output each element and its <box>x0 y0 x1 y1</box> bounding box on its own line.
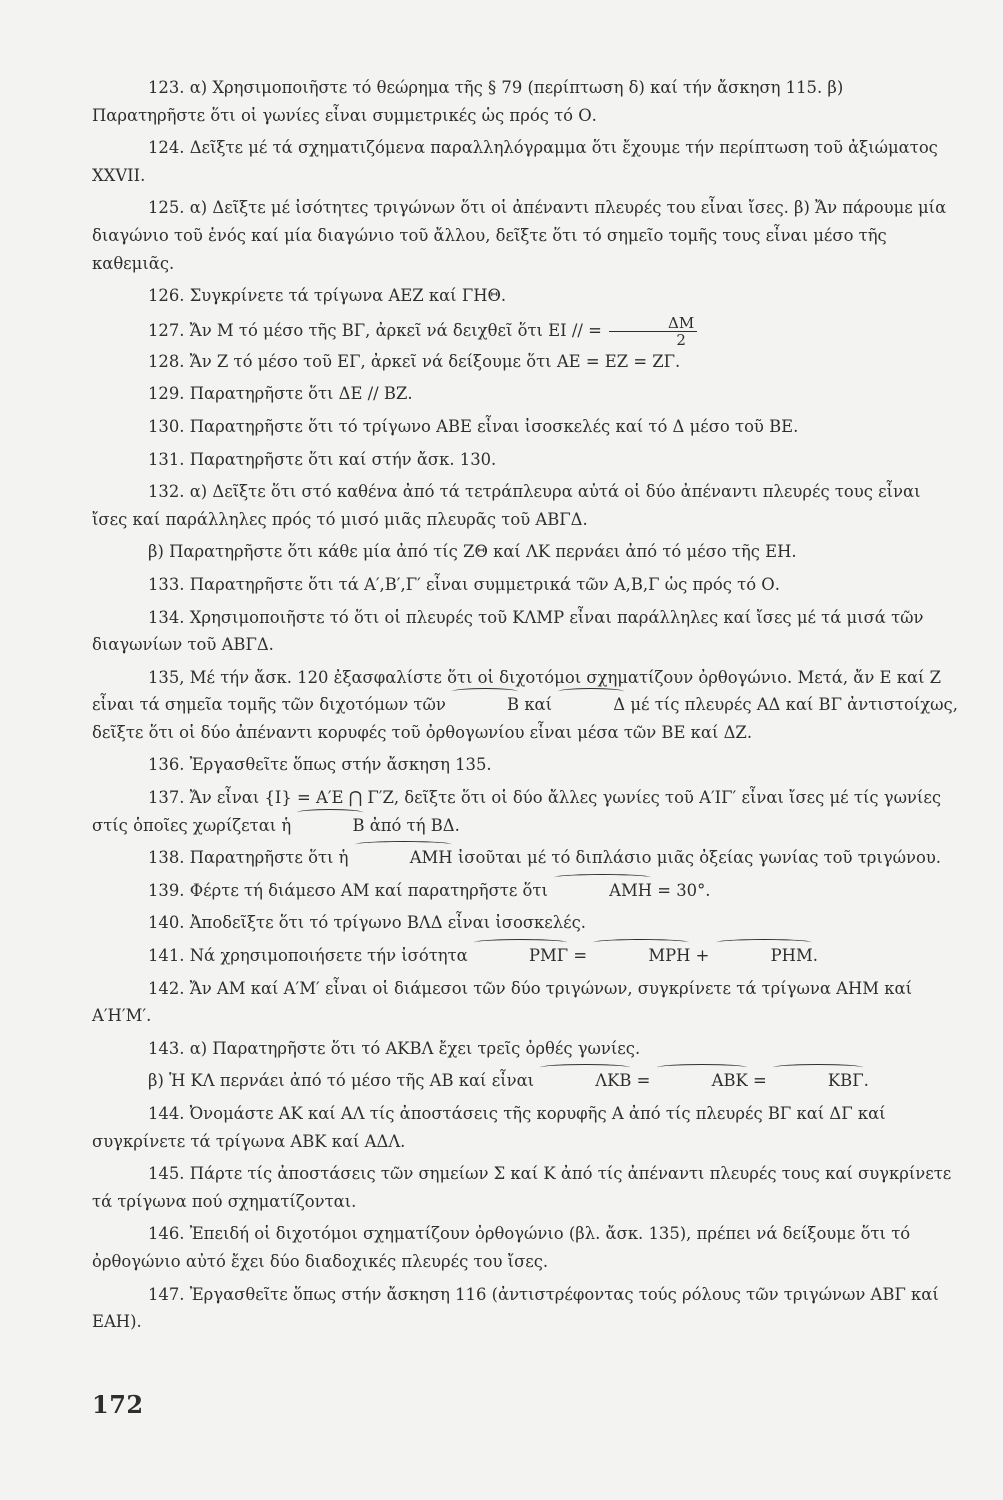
exercise-134: 134. Χρησιμοποιῆστε τό ὅτι οἱ πλευρές τοῦ ΚΛΜΡ εἶναι παράλληλες καί ἴσες μέ τά μισά τῶν διαγωνίων τοῦ ΑΒΓΔ. <box>92 607 924 655</box>
exercise-125: 125. α) Δεῖξτε μέ ἰσότητες τριγώνων ὅτι οἱ ἀπέναντι πλευρές του εἶναι ἴσες. β) Ἄν πάρουμε μία διαγώνιο τοῦ ἑνός καί μία διαγώνιο τοῦ ἄλλου, δεῖξτε ὅτι τό σημεῖο τομῆς τους εἶναι μέσο τῆς καθεμιᾶς. <box>92 198 947 273</box>
angle-b: Β <box>451 691 519 719</box>
exercise-142: 142. Ἄν ΑΜ καί Α′Μ′ εἶναι οἱ διάμεσοι τῶν δύο τριγώνων, συγκρίνετε τά τρίγωνα ΑΗΜ καί Α′Η′Μ′. <box>92 978 912 1026</box>
exercise-130: 130. Παρατηρῆστε ὅτι τό τρίγωνο ΑΒΕ εἶναι ἰσοσκελές καί τό Δ μέσο τοῦ ΒΕ. <box>148 416 799 436</box>
angle-d: Δ <box>557 691 625 719</box>
exercise-135-text-a: 135, Μέ τήν ἄσκ. 120 ἐξασφαλίστε ὅτι οἱ διχοτόμοι σχηματίζουν ὀρθογώνιο. Μετά, ἄν Ε καί Ζ εἶναι τά σημεῖα τομῆς τῶν διχοτόμων τῶν <box>92 667 942 715</box>
exercise-132a: 132. α) Δεῖξτε ὅτι στό καθένα ἀπό τά τετράπλευρα αὐτά οἱ δύο ἀπέναντι πλευρές τους εἶναι ἴσες καί παράλληλες πρός τό μισό μιᾶς πλευρᾶς τοῦ ΑΒΓΔ. <box>92 482 921 529</box>
angle-b: Β <box>296 812 364 840</box>
exercise-138-text-b: ἰσοῦται μέ τό διπλάσιο μιᾶς ὀξείας γωνίας τοῦ τριγώνου. <box>457 848 941 868</box>
page-number: 172 <box>92 1390 144 1419</box>
exercise-135-text-c: μέ τίς πλευρές ΑΔ καί ΒΓ ἀντιστοίχως, δεῖξτε ὅτι οἱ δύο ἀπέναντι κορυφές τοῦ ὀρθογωνίου εἶναι μέσα τῶν ΒΕ καί ΔΖ. <box>92 695 958 742</box>
exercise-127-text: 127. Ἄν Μ τό μέσο τῆς ΒΓ, ἀρκεῖ νά δειχθεῖ ὅτι ΕΙ // = <box>148 320 602 340</box>
equals-sign: = <box>636 1071 651 1091</box>
fraction-denominator: 2 <box>676 330 686 349</box>
exercise-143b <box>92 1067 960 1095</box>
exercise-132b: β) Παρατηρῆστε ὅτι κάθε μία ἀπό τίς ΖΘ καί ΛΚ περνάει ἀπό τό μέσο τῆς ΕΗ. <box>148 542 797 562</box>
exercise-137-text-b: ἀπό τή ΒΔ. <box>369 815 460 835</box>
angle-mrh: ΜΡΗ <box>592 942 690 970</box>
angle-rhm: ΡΗΜ <box>715 942 813 970</box>
exercise-146: 146. Ἐπειδή οἱ διχοτόμοι σχηματίζουν ὀρθογώνιο (βλ. ἄσκ. 135), πρέπει νά δείξουμε ὅτι τό ὀρθογώνιο αὐτό ἔχει δύο διαδοχικές πλευρές του ἴσες. <box>92 1224 911 1271</box>
exercise-145: 145. Πάρτε τίς ἀποστάσεις τῶν σημείων Σ καί Κ ἀπό τίς ἀπέναντι πλευρές τους καί συγκρίνετε τά τρίγωνα πού σχηματίζονται. <box>92 1164 952 1211</box>
exercise-136: 136. Ἐργασθεῖτε ὅπως στήν ἄσκηση 135. <box>148 755 492 775</box>
exercise-133: 133. Παρατηρῆστε ὅτι τά Α′,Β′,Γ′ εἶναι συμμετρικά τῶν Α,Β,Γ ὡς πρός τό Ο. <box>148 574 780 594</box>
exercise-123: 123. α) Χρησιμοποιῆστε τό θεώρημα τῆς § 79 (περίπτωση δ) καί τήν ἄσκηση 115. β) Παρατηρῆστε ὅτι οἱ γωνίες εἶναι συμμετρικές ὡς πρός τό Ο. <box>92 78 844 125</box>
exercise-135 <box>92 664 960 747</box>
exercise-143b-text-a: β) Ἡ ΚΛ περνάει ἀπό τό μέσο τῆς ΑΒ καί εἶναι <box>148 1071 535 1091</box>
exercise-137 <box>92 784 960 839</box>
exercise-140: 140. Ἀποδεῖξτε ὅτι τό τρίγωνο ΒΛΔ εἶναι ἰσοσκελές. <box>148 913 587 933</box>
period: . <box>812 946 818 966</box>
exercise-143a: 143. α) Παρατηρῆστε ὅτι τό ΑΚΒΛ ἔχει τρεῖς ὀρθές γωνίες. <box>148 1038 641 1058</box>
exercise-127 <box>92 315 960 348</box>
fraction <box>609 315 697 348</box>
angle-amh: ΑΜΗ <box>354 844 453 872</box>
exercise-141 <box>92 942 960 970</box>
angle-lkb: ΛΚΒ <box>539 1067 631 1095</box>
plus-sign: + <box>695 946 710 966</box>
exercise-144: 144. Ὀνομάστε ΑΚ καί ΑΛ τίς ἀποστάσεις τῆς κορυφῆς Α ἀπό τίς πλευρές ΒΓ καί ΔΓ καί συγκρίνετε τά τρίγωνα ΑΒΚ καί ΑΔΛ. <box>92 1104 886 1151</box>
equals-sign: = <box>573 946 588 966</box>
exercise-128: 128. Ἄν Ζ τό μέσο τοῦ ΕΓ, ἀρκεῖ νά δείξουμε ὅτι ΑΕ = ΕΖ = ΖΓ. <box>148 351 681 371</box>
exercise-131: 131. Παρατηρῆστε ὅτι καί στήν ἄσκ. 130. <box>148 449 497 469</box>
exercise-124: 124. Δεῖξτε μέ τά σχηματιζόμενα παραλληλόγραμμα ὅτι ἔχουμε τήν περίπτωση τοῦ ἀξιώματος XXVII. <box>92 138 938 185</box>
period: . <box>863 1071 869 1091</box>
angle-abk: ΑΒΚ <box>656 1067 748 1095</box>
exercise-139-text-a: 139. Φέρτε τή διάμεσο ΑΜ καί παρατηρῆστε ὅτι <box>148 880 548 900</box>
angle-kbg: ΚΒΓ <box>772 1067 864 1095</box>
exercise-135-text-b: καί <box>524 695 553 715</box>
exercise-139-text-b: = 30°. <box>657 880 711 900</box>
equals-sign: = <box>752 1071 767 1091</box>
exercise-hints <box>92 74 960 1336</box>
exercise-139 <box>92 877 960 905</box>
exercise-137-text-a: 137. Ἄν εἶναι {Ι} = Α′Ε ⋂ Γ′Ζ, δεῖξτε ὅτι οἱ δύο ἄλλες γωνίες τοῦ Α′ΙΓ′ εἶναι ἴσες μέ τίς γωνίες στίς ὁποῖες χωρίζεται ἡ <box>92 788 941 835</box>
exercise-138 <box>92 844 960 872</box>
exercise-129: 129. Παρατηρῆστε ὅτι ΔΕ // ΒΖ. <box>148 384 413 404</box>
fraction-numerator: ΔΜ <box>609 315 697 332</box>
angle-amh: ΑΜΗ <box>553 877 652 905</box>
exercise-141-text-a: 141. Νά χρησιμοποιήσετε τήν ἰσότητα <box>148 946 468 966</box>
angle-rmg: ΡΜΓ <box>473 942 568 970</box>
exercise-126: 126. Συγκρίνετε τά τρίγωνα ΑΕΖ καί ΓΗΘ. <box>148 286 507 306</box>
exercise-147: 147. Ἐργασθεῖτε ὅπως στήν ἄσκηση 116 (ἀντιστρέφοντας τούς ρόλους τῶν τριγώνων ΑΒΓ καί ΕΑΗ). <box>92 1284 939 1332</box>
exercise-138-text-a: 138. Παρατηρῆστε ὅτι ἡ <box>148 848 349 868</box>
